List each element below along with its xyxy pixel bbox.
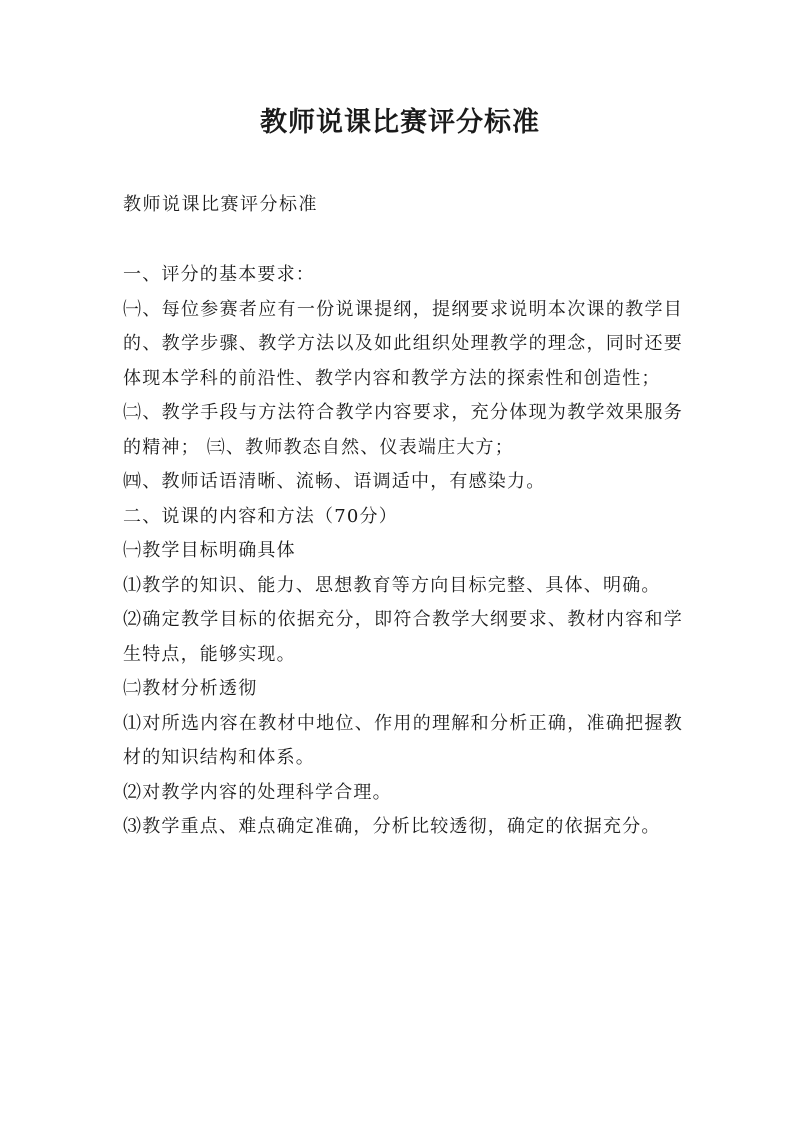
document-subtitle: 教师说课比赛评分标准	[123, 194, 318, 215]
subsection-heading: ㈠教学目标明确具体	[123, 540, 296, 561]
paragraph: ㈡、教学手段与方法符合教学内容要求，充分体现为教学效果服务的精神； ㈢、教师教态自然、仪表端庄大方；	[123, 402, 683, 458]
paragraph: ⑴教学的知识、能力、思想教育等方向目标完整、具体、明确。	[123, 574, 661, 596]
paragraph: ㈠、每位参赛者应有一份说课提纲，提纲要求说明本次课的教学目的、教学步骤、教学方法以及如此组织处理教学的理念，同时还要体现本学科的前沿性、教学内容和教学方法的探索性和创造性；	[123, 298, 683, 389]
section-heading-content-and-method: 二、说课的内容和方法（70分）	[123, 505, 398, 527]
paragraph: ⑵对教学内容的处理科学合理。	[123, 781, 392, 803]
paragraph: ㈣、教师话语清晰、流畅、语调适中，有感染力。	[123, 471, 546, 492]
paragraph: ⑶教学重点、难点确定准确，分析比较透彻，确定的依据充分。	[123, 816, 661, 837]
section-heading-basic-requirements: 一、评分的基本要求：	[123, 264, 315, 285]
subsection-heading: ㈡教材分析透彻	[123, 678, 258, 699]
document-body	[123, 258, 683, 845]
page-title: 教师说课比赛评分标准	[260, 107, 540, 138]
paragraph: ⑵确定教学目标的依据充分，即符合教学大纲要求、教材内容和学生特点，能够实现。	[123, 609, 683, 665]
paragraph: ⑴对所选内容在教材中地位、作用的理解和分析正确，准确把握教材的知识结构和体系。	[123, 712, 683, 768]
